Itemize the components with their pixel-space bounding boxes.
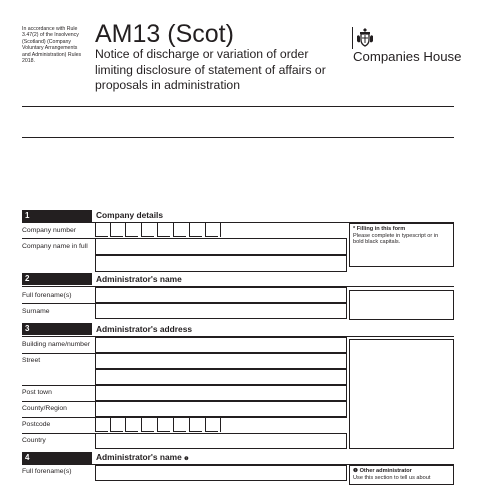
company-name-label: Company name in full xyxy=(22,243,88,250)
forenames-label: Full forename(s) xyxy=(22,292,72,299)
company-name-field-line2[interactable] xyxy=(95,255,347,272)
post-town-label: Post town xyxy=(22,389,52,396)
char-cell[interactable] xyxy=(141,222,154,237)
section-title: Administrator's address xyxy=(96,324,193,334)
surname-label: Surname xyxy=(22,308,50,315)
note-title: Other administrator xyxy=(359,468,412,474)
street-label: Street xyxy=(22,357,41,364)
postcode-label: Postcode xyxy=(22,421,51,428)
forenames-label: Full forename(s) xyxy=(22,468,72,475)
post-town-field[interactable] xyxy=(95,385,347,401)
section-title: Company details xyxy=(96,210,164,220)
postcode-field[interactable] xyxy=(95,417,221,433)
char-cell[interactable] xyxy=(141,417,154,432)
char-cell[interactable] xyxy=(125,417,138,432)
divider xyxy=(22,137,454,138)
section-number: 4 xyxy=(22,452,92,464)
royal-crest-icon xyxy=(356,27,374,47)
char-cell[interactable] xyxy=(189,222,202,237)
county-label: County/Region xyxy=(22,405,67,412)
char-cell[interactable] xyxy=(157,417,170,432)
char-cell[interactable] xyxy=(189,417,202,432)
note-title: Filling in this form xyxy=(356,226,406,232)
section-title xyxy=(96,451,189,465)
section-number: 3 xyxy=(22,323,92,335)
char-cell[interactable] xyxy=(205,222,218,237)
companies-house-logo xyxy=(352,27,462,63)
section-number: 2 xyxy=(22,273,92,285)
char-cell[interactable] xyxy=(157,222,170,237)
country-label: Country xyxy=(22,437,46,444)
logo-divider xyxy=(352,27,353,49)
char-cell[interactable] xyxy=(173,222,186,237)
char-cell[interactable] xyxy=(205,417,218,432)
note-text: Use this section to tell us about xyxy=(353,474,431,481)
note-marker-icon: ❶ xyxy=(353,468,359,474)
forenames-field[interactable] xyxy=(95,465,347,481)
note-marker: * xyxy=(353,226,357,232)
char-cell[interactable] xyxy=(110,417,123,432)
company-name-field[interactable] xyxy=(95,238,347,255)
county-field[interactable] xyxy=(95,401,347,417)
char-cell[interactable] xyxy=(110,222,123,237)
note-text: Please complete in typescript or in bold black capitals. xyxy=(353,232,439,246)
company-number-label: Company number xyxy=(22,227,77,234)
country-field[interactable] xyxy=(95,433,347,449)
divider xyxy=(22,106,454,107)
filling-in-form-note xyxy=(349,223,454,267)
sidebar-box xyxy=(349,339,454,449)
company-number-field[interactable] xyxy=(95,222,221,238)
char-cell[interactable] xyxy=(125,222,138,237)
companies-house-name: Companies House xyxy=(353,49,462,64)
form-title: Notice of discharge or variation of order limiting disclosure of statement of affairs or proposals in administration xyxy=(95,47,326,93)
other-administrator-note xyxy=(349,465,454,485)
form-code: AM13 (Scot) xyxy=(95,20,234,48)
forenames-field[interactable] xyxy=(95,287,347,303)
street-field[interactable] xyxy=(95,353,347,369)
char-cell xyxy=(220,417,221,432)
section-title: Administrator's name xyxy=(96,274,182,284)
char-cell xyxy=(220,222,221,237)
info-marker-icon: ❶ xyxy=(184,456,189,462)
char-cell[interactable] xyxy=(173,417,186,432)
rule-reference-text: In accordance with Rule 3.47(2) of the Insolvency (Scotland) (Company Voluntary Arrangements and Administration) Rules 2018. xyxy=(22,26,82,65)
building-field[interactable] xyxy=(95,337,347,353)
surname-field[interactable] xyxy=(95,303,347,319)
section-title-text: Administrator's name xyxy=(96,452,182,462)
street-field-line2[interactable] xyxy=(95,369,347,385)
section-number: 1 xyxy=(22,210,92,222)
char-cell[interactable] xyxy=(95,417,108,432)
building-label: Building name/number xyxy=(22,341,91,348)
sidebar-box xyxy=(349,290,454,320)
char-cell[interactable] xyxy=(95,222,108,237)
